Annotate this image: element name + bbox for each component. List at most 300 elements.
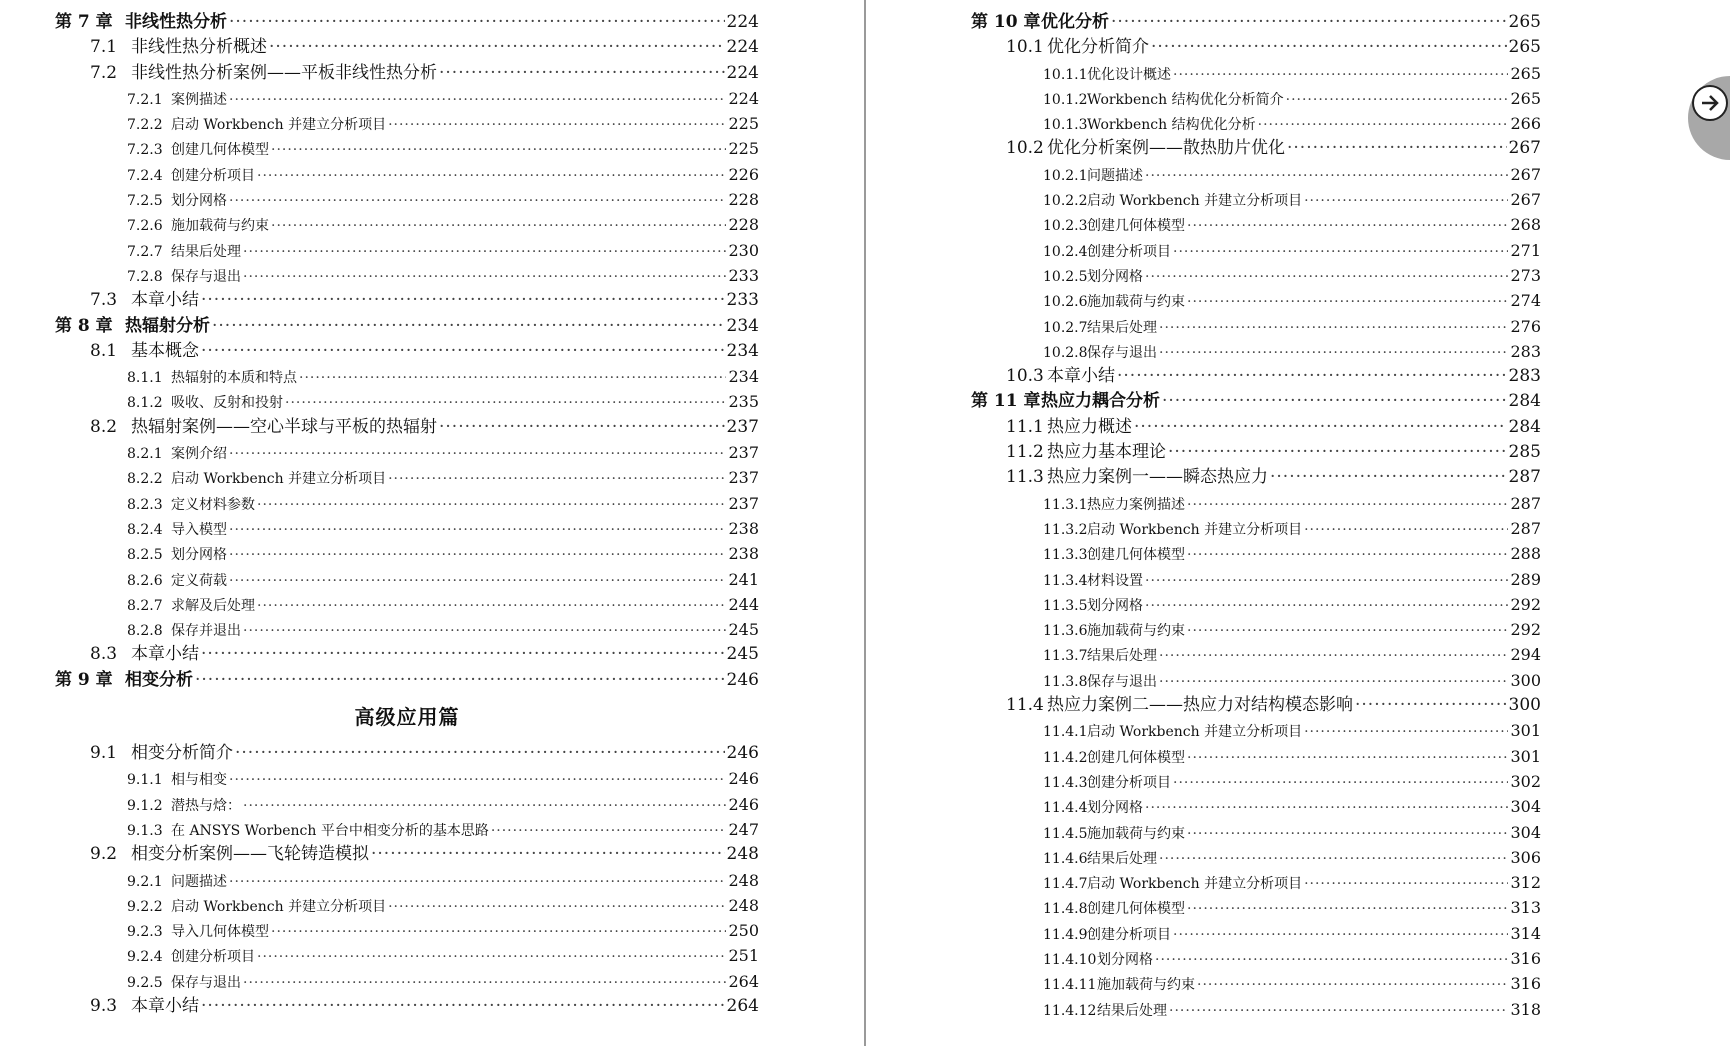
dot-leader [1187,543,1508,568]
toc-entry-title: 保存并退出 [171,623,241,640]
dot-leader [229,870,726,895]
dot-leader [229,543,726,568]
toc-entry-page: 224 [728,88,759,108]
toc-entry-sub[interactable] [55,389,759,414]
toc-entry-page: 225 [728,139,759,159]
toc-entry-number: 11.2 [1006,442,1044,463]
toc-entry-title: 保存与退出 [171,974,241,991]
dot-leader [243,240,726,265]
toc-entry-sub[interactable] [55,766,759,791]
toc-entry-page: 246 [728,794,759,814]
toc-entry-page: 245 [728,620,759,640]
toc-entry-number: 11.3.7 [1043,648,1088,665]
toc-entry-page: 287 [1510,493,1541,513]
toc-entry-title: 创建分析项目 [1087,926,1171,943]
toc-entry-page: 250 [728,921,759,941]
toc-entry-sub[interactable] [971,820,1541,845]
dot-leader [1173,63,1508,88]
toc-entry-number: 11.4.6 [1043,850,1088,867]
dot-leader [271,214,726,239]
dot-leader [235,741,725,766]
toc-entry-page: 265 [1508,12,1541,32]
toc-entry-section[interactable] [971,35,1541,60]
toc-entry-section[interactable] [971,364,1541,389]
toc-entry-page: 235 [728,392,759,412]
toc-entry-title: 吸收、反射和投射 [171,395,283,412]
toc-entry-title: 相变分析案例——飞轮铸造模拟 [131,844,369,865]
toc-entry-title: 热应力耦合分析 [1041,391,1160,412]
dot-leader [1111,10,1507,35]
toc-entry-title: 创建几何体模型 [1087,749,1185,766]
toc-entry-sub[interactable] [971,339,1541,364]
toc-entry-number: 8.1.1 [127,370,163,387]
toc-entry-page: 316 [1510,948,1541,968]
toc-entry-title: 在 ANSYS Worbench 平台中相变分析的基本思路 [171,822,489,839]
toc-entry-title: 相变分析简介 [131,743,233,764]
toc-entry-title: 定义材料参数 [171,496,255,513]
toc-entry-title: 热辐射案例——空心半球与平板的热辐射 [131,416,437,437]
toc-entry-title: 热应力案例二——热应力对结构模态影响 [1047,695,1353,716]
toc-entry-title: 热辐射的本质和特点 [171,370,297,387]
toc-entry-number: 8.2.1 [127,446,163,463]
toc-entry-section[interactable] [55,35,759,60]
toc-entry-sub[interactable] [55,187,759,212]
toc-entry-title: 启动 Workbench 并建立分析项目 [171,898,387,915]
toc-entry-page: 267 [1510,190,1541,210]
toc-entry-sub[interactable] [971,921,1541,946]
toc-entry-title: 热辐射分析 [125,315,210,336]
dot-leader [243,619,726,644]
toc-entry-section[interactable] [55,842,759,867]
toc-entry-sub[interactable] [971,187,1541,212]
toc-entry-sub[interactable] [971,111,1541,136]
toc-entry-page: 246 [726,669,759,690]
toc-entry-page: 233 [728,265,759,285]
toc-entry-sub[interactable] [55,868,759,893]
toc-entry-sub[interactable] [971,845,1541,870]
toc-entry-page: 301 [1510,721,1541,741]
toc-entry-section[interactable] [971,693,1541,718]
toc-entry-sub[interactable] [971,86,1541,111]
toc-entry-number: 8.2 [90,416,118,437]
toc-entry-chapter[interactable] [55,314,759,339]
toc-entry-sub[interactable] [55,238,759,263]
toc-entry-title: 启动 Workbench 并建立分析项目 [171,471,387,488]
toc-entry-page: 241 [728,569,759,589]
toc-entry-sub[interactable] [55,541,759,566]
toc-entry-page: 246 [728,769,759,789]
toc-entry-page: 238 [728,544,759,564]
toc-entry-title: 导入模型 [171,521,227,538]
dot-leader [388,895,726,920]
toc-entry-page: 301 [1510,746,1541,766]
toc-entry-page: 234 [728,367,759,387]
toc-entry-page: 274 [1510,291,1541,311]
dot-leader [439,61,725,86]
toc-entry-sub[interactable] [971,895,1541,920]
dot-leader [1145,594,1508,619]
toc-entry-page: 294 [1510,645,1541,665]
toc-entry-number: 8.3 [90,644,118,665]
toc-entry-number: 11.4.10 [1043,951,1097,968]
toc-entry-number: 8.2.5 [127,547,163,564]
dot-leader [229,442,726,467]
toc-entry-sub[interactable] [971,238,1541,263]
toc-entry-number: 7.3 [90,290,118,311]
toc-entry-number: 第 11 章 [971,391,1041,412]
toc-entry-title: 热应力案例描述 [1087,496,1185,513]
toc-entry-sub[interactable] [55,969,759,994]
toc-entry-number: 9.2.4 [127,949,163,966]
toc-entry-title: 启动 Workbench 并建立分析项目 [171,117,387,134]
toc-entry-title: 案例介绍 [171,446,227,463]
dot-leader [257,493,726,518]
toc-entry-sub[interactable] [55,792,759,817]
toc-entry-number: 7.1 [90,37,118,58]
toc-entry-title: 启动 Workbench 并建立分析项目 [1087,876,1303,893]
dot-leader [1159,670,1508,695]
toc-entry-sub[interactable] [971,288,1541,313]
toc-entry-page: 300 [1510,670,1541,690]
toc-entry-sub[interactable] [971,946,1541,971]
toc-entry-number: 9.2.1 [127,873,163,890]
toc-entry-number: 11.4.7 [1043,876,1088,893]
toc-entry-title: 创建分析项目 [1087,243,1171,260]
dot-leader [1270,465,1507,490]
dot-leader [1159,644,1508,669]
dot-leader [1145,164,1508,189]
dot-leader [1151,35,1507,60]
toc-entry-number: 11.4.4 [1043,800,1088,817]
toc-entry-page: 225 [728,114,759,134]
dot-leader [1145,796,1508,821]
toc-entry-page: 245 [726,644,759,665]
toc-entry-title: 创建分析项目 [1087,774,1171,791]
toc-entry-page: 244 [728,594,759,614]
toc-entry-page: 265 [1510,63,1541,83]
dot-leader [271,138,726,163]
toc-entry-title: 非线性热分析概述 [131,37,267,58]
toc-entry-page: 304 [1510,797,1541,817]
toc-entry-sub[interactable] [971,718,1541,743]
toc-entry-number: 10.1.1 [1043,66,1088,83]
toc-list-left [55,10,759,1019]
toc-entry-title: 划分网格 [171,547,227,564]
dot-leader [388,113,726,138]
dot-leader [1173,771,1508,796]
dot-leader [1187,822,1508,847]
dot-leader [1187,493,1508,518]
toc-entry-chapter[interactable] [971,389,1541,414]
toc-entry-number: 10.2.7 [1043,319,1088,336]
dot-leader [201,994,725,1019]
toc-entry-sub[interactable] [971,567,1541,592]
toc-entry-title: 潜热与焓： [171,797,241,814]
toc-entry-page: 302 [1510,771,1541,791]
toc-entry-number: 9.1 [90,743,118,764]
toc-entry-number: 11.4.5 [1043,825,1088,842]
toc-entry-sub[interactable] [971,870,1541,895]
toc-entry-page: 234 [726,315,759,336]
toc-entry-sub[interactable] [55,617,759,642]
toc-entry-page: 233 [726,290,759,311]
toc-entry-page: 318 [1510,999,1541,1019]
toc-entry-page: 224 [726,62,759,83]
toc-entry-number: 9.2.2 [127,898,163,915]
toc-entry-title: 非线性热分析 [125,12,227,32]
toc-entry-number: 9.2.5 [127,974,163,991]
toc-entry-sub[interactable] [55,86,759,111]
toc-entry-section[interactable] [971,440,1541,465]
left-page [0,0,864,1046]
toc-entry-page: 276 [1510,316,1541,336]
toc-entry-section[interactable] [971,465,1541,490]
toc-entry-page: 265 [1510,88,1541,108]
toc-entry-title: Workbench 结构优化分析简介 [1087,91,1284,108]
toc-entry-page: 228 [728,215,759,235]
toc-entry-title: 结果后处理 [1087,850,1157,867]
dot-leader [229,569,726,594]
toc-entry-title: 优化分析 [1041,12,1109,32]
toc-entry-title: 施加载荷与约束 [171,218,269,235]
toc-entry-section[interactable] [971,415,1541,440]
dot-leader [1304,518,1508,543]
toc-entry-number: 11.3.4 [1043,572,1088,589]
toc-entry-number: 第 9 章 [55,669,113,690]
toc-entry-number: 10.2.3 [1043,218,1088,235]
toc-entry-number: 7.2.7 [127,243,163,260]
dot-leader [1173,240,1508,265]
toc-entry-sub[interactable] [971,516,1541,541]
dot-leader [299,366,726,391]
toc-entry-page: 224 [726,37,759,58]
toc-entry-chapter[interactable] [55,10,759,35]
dot-leader [201,642,725,667]
toc-entry-title: 创建分析项目 [171,949,255,966]
toc-entry-title: 问题描述 [1087,167,1143,184]
toc-entry-number: 11.3.5 [1043,597,1088,614]
toc-entry-sub[interactable] [971,212,1541,237]
toc-entry-title: 导入几何体模型 [171,924,269,941]
toc-entry-sub[interactable] [55,212,759,237]
dot-leader [1304,189,1508,214]
toc-entry-section[interactable] [55,61,759,86]
toc-entry-sub[interactable] [971,769,1541,794]
toc-entry-title: 基本概念 [131,340,199,361]
toc-entry-title: 保存与退出 [1087,344,1157,361]
toc-entry-sub[interactable] [971,314,1541,339]
toc-entry-title: 施加载荷与约束 [1087,623,1185,640]
dot-leader [1187,746,1508,771]
toc-entry-page: 292 [1510,620,1541,640]
toc-entry-sub[interactable] [55,491,759,516]
toc-entry-sub[interactable] [55,263,759,288]
toc-entry-sub[interactable] [55,943,759,968]
toc-entry-title: 优化设计概述 [1087,66,1171,83]
dot-leader [439,415,725,440]
dot-leader [1169,999,1508,1024]
toc-entry-page: 313 [1510,898,1541,918]
toc-entry-sub[interactable] [55,136,759,161]
toc-entry-sub[interactable] [55,364,759,389]
toc-entry-title: 本章小结 [131,995,199,1016]
toc-entry-section[interactable] [55,994,759,1019]
toc-entry-sub[interactable] [55,918,759,943]
toc-entry-title: 划分网格 [1087,268,1143,285]
toc-entry-title: 优化分析案例——散热肋片优化 [1047,138,1285,159]
toc-entry-page: 266 [1510,114,1541,134]
toc-entry-sub[interactable] [55,817,759,842]
toc-entry-page: 248 [728,870,759,890]
dot-leader [201,339,725,364]
toc-entry-sub[interactable] [971,592,1541,617]
toc-entry-number: 7.2.4 [127,167,163,184]
toc-entry-page: 251 [728,946,759,966]
toc-entry-page: 314 [1510,923,1541,943]
toc-entry-page: 234 [726,340,759,361]
toc-entry-page: 292 [1510,594,1541,614]
toc-entry-number: 11.4.9 [1043,926,1088,943]
toc-entry-number: 9.1.2 [127,797,163,814]
toc-entry-title: 启动 Workbench 并建立分析项目 [1087,521,1303,538]
dot-leader [269,35,725,60]
toc-entry-title: 创建几何体模型 [1087,901,1185,918]
toc-entry-section[interactable] [55,339,759,364]
toc-entry-number: 9.1.1 [127,772,163,789]
toc-entry-title: 结果后处理 [1087,648,1157,665]
toc-entry-page: 248 [726,844,759,865]
toc-entry-title: 结果后处理 [1097,1002,1167,1019]
toc-entry-page: 267 [1508,138,1541,159]
dot-leader [1258,113,1509,138]
toc-entry-title: 相变分析 [125,669,193,690]
toc-entry-page: 316 [1510,974,1541,994]
toc-entry-sub[interactable] [55,516,759,541]
toc-entry-title: 划分网格 [1087,597,1143,614]
toc-entry-section[interactable] [971,136,1541,161]
toc-entry-number: 11.4 [1006,695,1044,716]
dot-leader [1134,415,1507,440]
dot-leader [1155,948,1508,973]
toc-entry-sub[interactable] [55,111,759,136]
toc-entry-number: 11.3.1 [1043,496,1088,513]
toc-entry-sub[interactable] [55,893,759,918]
toc-entry-sub[interactable] [971,541,1541,566]
toc-entry-title: 划分网格 [1087,800,1143,817]
dot-leader [388,467,726,492]
toc-entry-number: 10.2.4 [1043,243,1088,260]
toc-entry-title: 划分网格 [171,193,227,210]
toc-entry-sub[interactable] [971,668,1541,693]
toc-entry-number: 10.2.6 [1043,294,1088,311]
toc-entry-sub[interactable] [971,162,1541,187]
toc-entry-sub[interactable] [55,440,759,465]
dot-leader [1187,897,1508,922]
toc-entry-number: 7.2.6 [127,218,163,235]
dot-leader [285,391,726,416]
toc-entry-page: 228 [728,190,759,210]
dot-leader [195,668,725,693]
dot-leader [1304,872,1508,897]
toc-entry-number: 9.2.3 [127,924,163,941]
toc-entry-sub[interactable] [971,617,1541,642]
toc-entry-sub[interactable] [971,744,1541,769]
toc-entry-page: 312 [1510,873,1541,893]
dot-leader [1187,619,1508,644]
dot-leader [257,945,726,970]
toc-entry-sub[interactable] [55,465,759,490]
toc-entry-sub[interactable] [971,61,1541,86]
toc-entry-section[interactable] [55,642,759,667]
toc-entry-title: 保存与退出 [171,268,241,285]
toc-entry-page: 248 [728,895,759,915]
toc-entry-title: 非线性热分析案例——平板非线性热分析 [131,62,437,83]
toc-entry-number: 8.2.7 [127,597,163,614]
toc-entry-number: 11.3 [1006,467,1044,488]
toc-entry-title: 划分网格 [1097,951,1153,968]
dot-leader [212,314,725,339]
toc-entry-number: 11.4.12 [1043,1002,1097,1019]
toc-entry-sub[interactable] [971,491,1541,516]
right-page [866,0,1730,1046]
toc-entry-page: 237 [726,416,759,437]
toc-entry-chapter[interactable] [971,10,1541,35]
toc-entry-title: 本章小结 [131,290,199,311]
toc-entry-section[interactable] [55,415,759,440]
dot-leader [201,288,725,313]
toc-entry-sub[interactable] [971,642,1541,667]
dot-leader [1287,136,1507,161]
toc-entry-section[interactable] [55,288,759,313]
toc-entry-number: 11.3.6 [1043,623,1088,640]
toc-entry-number: 8.2.3 [127,496,163,513]
arrow-right-circle-icon[interactable] [1692,85,1728,121]
toc-entry-page: 267 [1510,164,1541,184]
dot-leader [1117,364,1507,389]
toc-entry-number: 9.3 [90,995,118,1016]
toc-entry-page: 264 [726,995,759,1016]
toc-entry-title: Workbench 结构优化分析 [1087,117,1256,134]
toc-entry-sub[interactable] [971,997,1541,1022]
toc-entry-chapter[interactable] [55,668,759,693]
toc-entry-number: 第 7 章 [55,12,113,32]
dot-leader [243,794,726,819]
toc-entry-section[interactable] [55,741,759,766]
toc-entry-number: 11.3.3 [1043,547,1088,564]
dot-leader [371,842,725,867]
toc-entry-title: 相与相变 [171,772,227,789]
toc-entry-sub[interactable] [971,263,1541,288]
toc-entry-number: 8.2.6 [127,572,163,589]
toc-entry-number: 11.4.3 [1043,774,1088,791]
toc-entry-sub[interactable] [55,162,759,187]
toc-entry-number: 10.2.2 [1043,193,1088,210]
toc-entry-title: 创建几何体模型 [1087,218,1185,235]
toc-list-right [971,10,1541,1022]
toc-entry-sub[interactable] [971,971,1541,996]
dot-leader [1159,341,1508,366]
toc-entry-sub[interactable] [971,794,1541,819]
toc-entry-title: 结果后处理 [1087,319,1157,336]
toc-entry-sub[interactable] [55,592,759,617]
toc-entry-number: 8.2.4 [127,521,163,538]
toc-entry-title: 施加载荷与约束 [1097,977,1195,994]
dot-leader [243,265,726,290]
dot-leader [1187,290,1508,315]
toc-entry-sub[interactable] [55,567,759,592]
toc-entry-page: 289 [1510,569,1541,589]
dot-leader [243,971,726,996]
